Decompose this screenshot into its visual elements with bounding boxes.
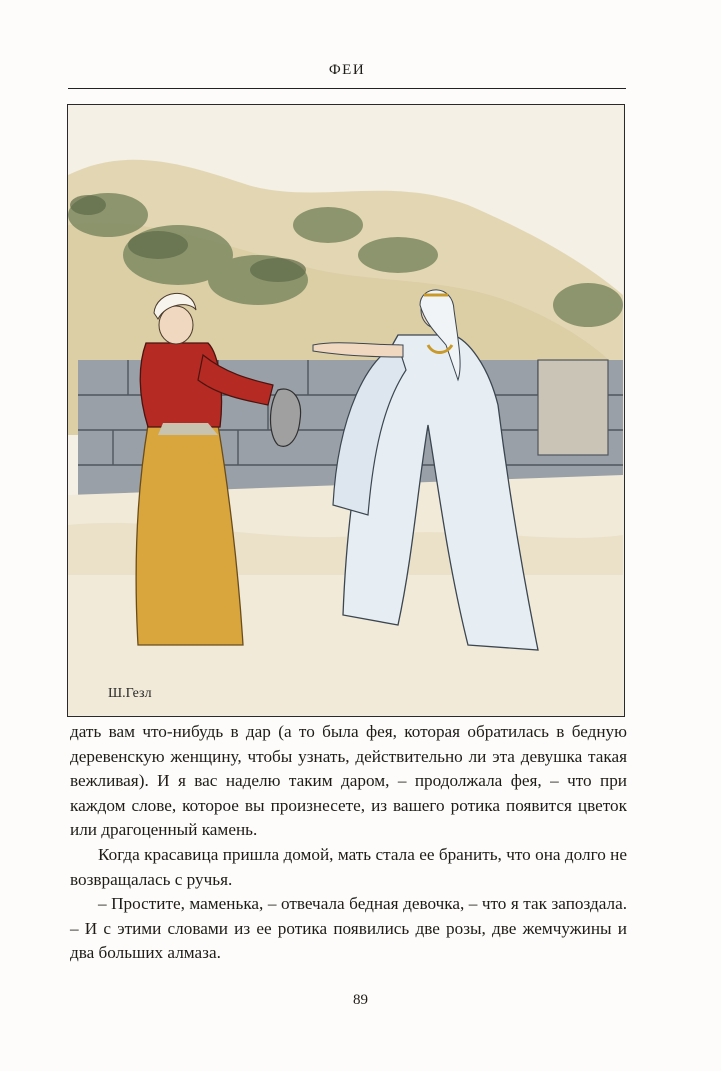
- paragraph: дать вам что-нибудь в дар (а то была фея, которая обратилась в бедную деревенскую женщину, чтобы узнать, действительно ли эта девушка такая вежливая). И я вас наделю таким даром, – продолжала фея, – что при каждом слове, которое вы произнесете, из вашего ротика появится цветок или драгоценный камень.: [70, 722, 627, 840]
- header-rule: [68, 88, 626, 89]
- running-header: ФЕИ: [328, 62, 366, 78]
- page-number: 89: [353, 992, 368, 1008]
- body-text: [70, 720, 627, 966]
- book-illustration: [67, 104, 625, 717]
- paragraph: – Простите, маменька, – отвечала бедная девочка, – что я так запоздала. – И с этими словами из ее ротика появились две розы, две жемчужины и два больших алмаза.: [70, 894, 627, 963]
- illustration-signature: Ш.Гезл: [108, 686, 152, 701]
- paragraph: Когда красавица пришла домой, мать стала ее бранить, что она долго не возвращалась с ручья.: [70, 844, 627, 889]
